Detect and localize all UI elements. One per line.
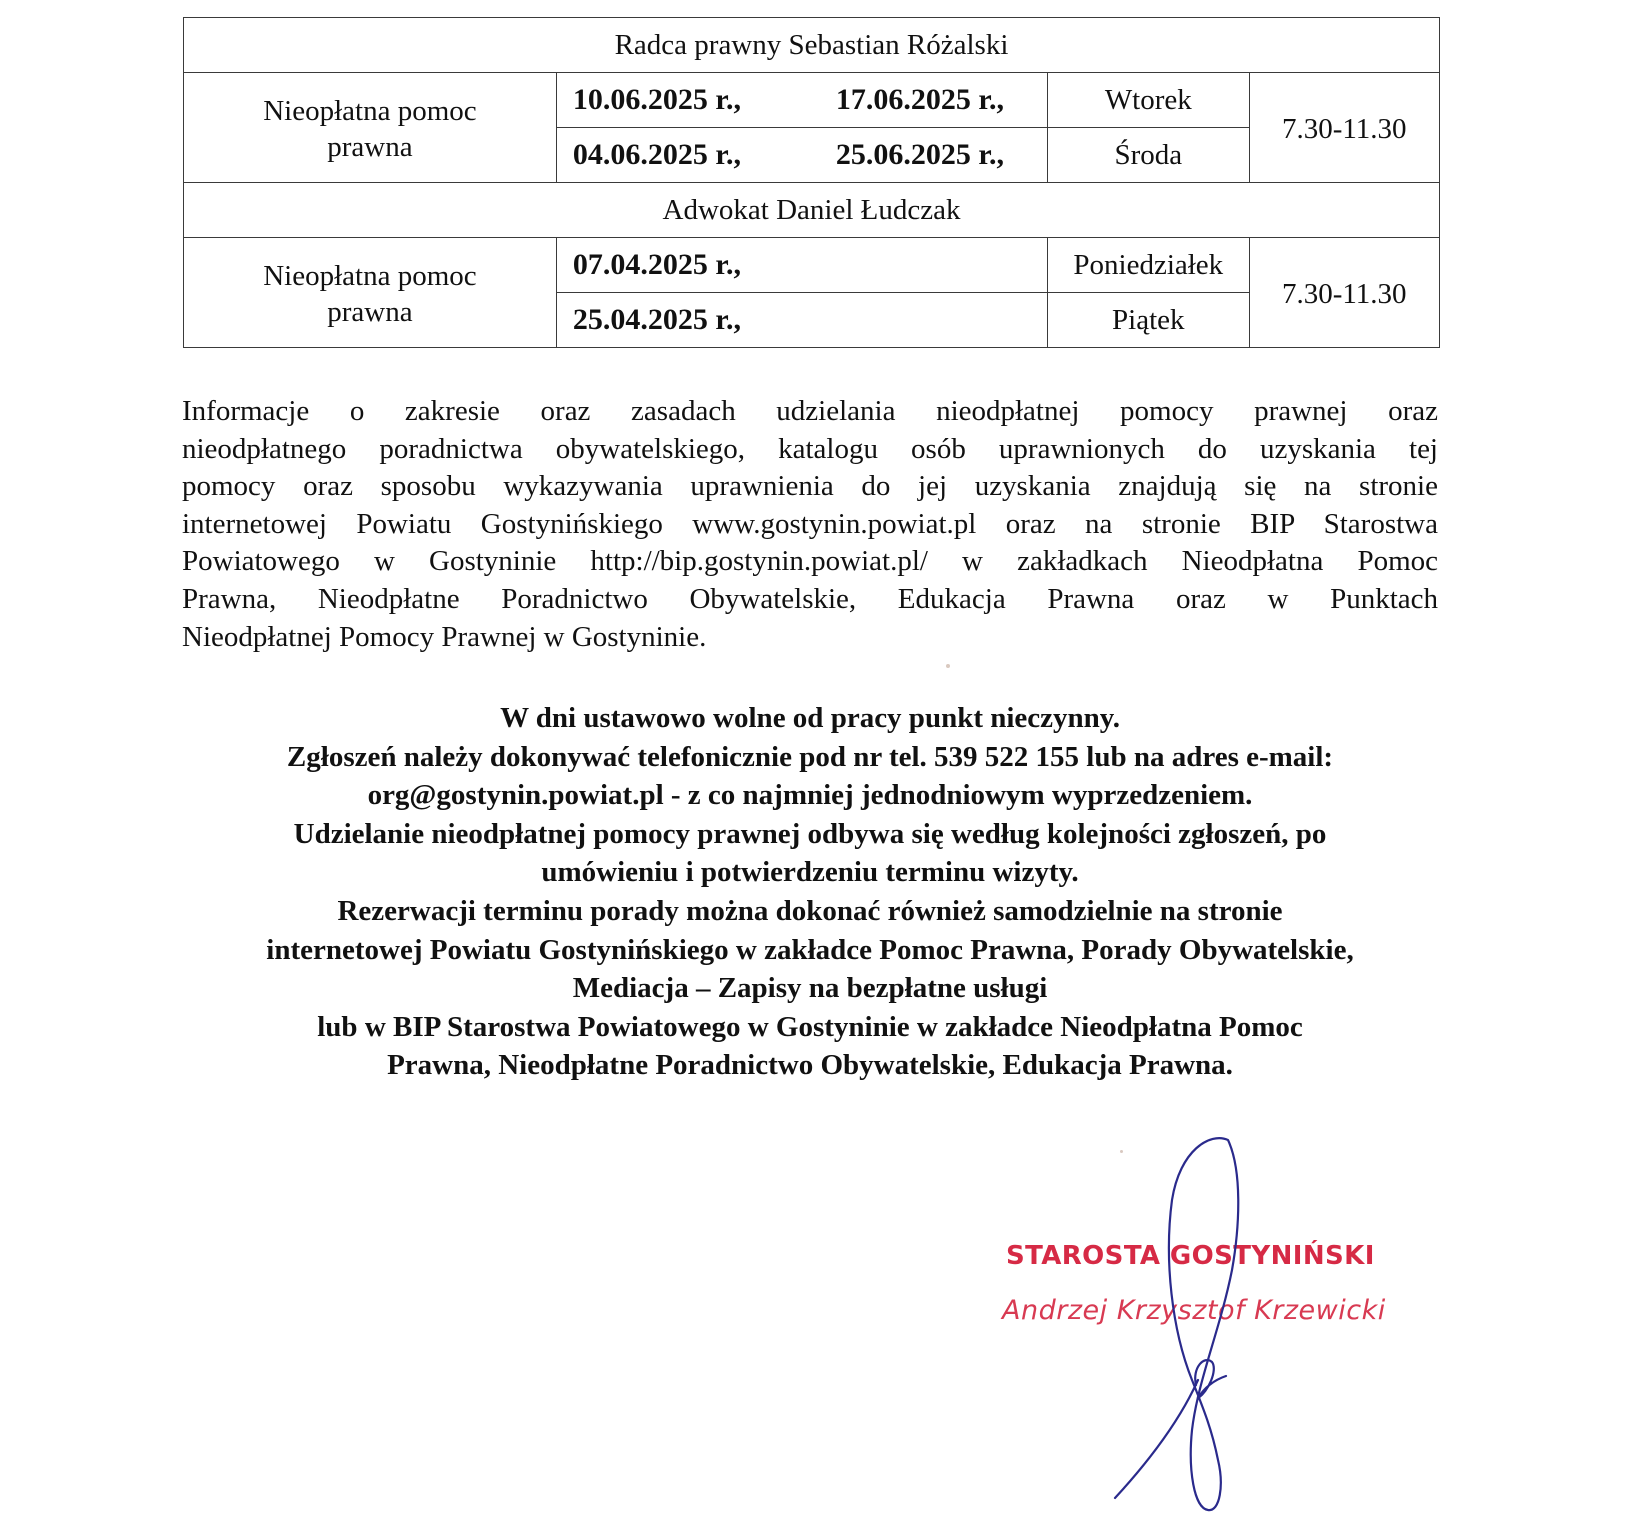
hours: 7.30-11.30	[1281, 112, 1407, 145]
info-line: pomocy oraz sposobu wykazywania uprawnienia do jej uzyskania znajdują się na stronie	[182, 470, 1438, 503]
notice-line: Mediacja – Zapisy na bezpłatne usługi	[572, 972, 1048, 1005]
info-line: nieodpłatnego poradnictwa obywatelskiego, katalogu osób uprawnionych do uzyskania tej	[182, 432, 1438, 465]
scan-speck	[946, 664, 950, 668]
provider-header-row	[184, 18, 1440, 73]
provider-header-row	[184, 183, 1440, 238]
dates-cell	[556, 238, 1047, 293]
notice-line: Udzielanie nieodpłatnej pomocy prawnej odbywa się według kolejności zgłoszeń, po	[293, 817, 1327, 850]
info-line: Nieodpłatnej Pomocy Prawnej w Gostyninie.	[182, 620, 707, 653]
hours-cell	[1249, 238, 1439, 348]
hours: 7.30-11.30	[1281, 277, 1407, 310]
date: 10.06.2025 r.,	[572, 83, 741, 116]
date: 04.06.2025 r.,	[572, 138, 741, 171]
dates-cell	[556, 128, 1047, 183]
notice-line: W dni ustawowo wolne od pracy punkt nieczynny.	[500, 702, 1120, 734]
service-label-line2: prawna	[327, 130, 413, 163]
schedule-row	[184, 238, 1440, 293]
service-cell	[184, 238, 557, 348]
service-cell	[184, 73, 557, 183]
notice-line-phone: Zgłoszeń należy dokonywać telefonicznie pod nr tel. 539 522 155 lub na adres e-mail:	[286, 740, 1334, 773]
info-line: Prawna, Nieodpłatne Poradnictwo Obywatelskie, Edukacja Prawna oraz w Punktach	[182, 582, 1438, 615]
dates-cell	[556, 73, 1047, 128]
schedule-row	[184, 73, 1440, 128]
service-label-line1: Nieopłatna pomoc	[263, 94, 477, 127]
dates-cell	[556, 293, 1047, 348]
provider-name: Radca prawny Sebastian Różalski	[184, 18, 1440, 73]
booking-notice	[150, 699, 1470, 1085]
info-line-with-website: internetowej Powiatu Gostynińskiego www.gostynin.powiat.pl oraz na stronie BIP Starostwa	[182, 507, 1438, 540]
schedule-table	[183, 17, 1440, 348]
service-label-line1: Nieopłatna pomoc	[263, 259, 477, 292]
weekday: Środa	[1048, 128, 1249, 183]
provider-name: Adwokat Daniel Łudczak	[184, 183, 1440, 238]
info-paragraph	[182, 393, 1438, 656]
notice-line: Prawna, Nieodpłatne Poradnictwo Obywatelskie, Edukacja Prawna.	[387, 1049, 1233, 1082]
info-line-with-bip-link: Powiatowego w Gostyninie http://bip.gostynin.powiat.pl/ w zakładkach Nieodpłatna Pomoc	[182, 545, 1438, 578]
weekday: Poniedziałek	[1048, 238, 1249, 293]
notice-line-email: org@gostynin.powiat.pl - z co najmniej jednodniowym wyprzedzeniem.	[367, 779, 1253, 812]
hours-cell	[1249, 73, 1439, 183]
date: 17.06.2025 r.,	[835, 83, 1004, 116]
date: 07.04.2025 r.,	[572, 248, 741, 281]
date: 25.04.2025 r.,	[572, 303, 741, 336]
notice-line: Rezerwacji terminu porady można dokonać również samodzielnie na stronie	[337, 894, 1283, 927]
notice-line: lub w BIP Starostwa Powiatowego w Gostyninie w zakładce Nieodpłatna Pomoc	[317, 1010, 1303, 1043]
weekday: Wtorek	[1048, 73, 1249, 128]
stamp-name: Andrzej Krzysztof Krzewicki	[1002, 1295, 1386, 1326]
stamp-title: STAROSTA GOSTYNIŃSKI	[1006, 1241, 1375, 1271]
service-label-line2: prawna	[327, 295, 413, 328]
handwritten-signature-icon	[1100, 1130, 1270, 1520]
notice-line: umówieniu i potwierdzeniu terminu wizyty.	[541, 856, 1079, 889]
weekday: Piątek	[1048, 293, 1249, 348]
info-line: Informacje o zakresie oraz zasadach udzielania nieodpłatnej pomocy prawnej oraz	[182, 395, 1438, 427]
notice-line: internetowej Powiatu Gostynińskiego w zakładce Pomoc Prawna, Porady Obywatelskie,	[266, 933, 1354, 966]
date: 25.06.2025 r.,	[835, 138, 1004, 171]
